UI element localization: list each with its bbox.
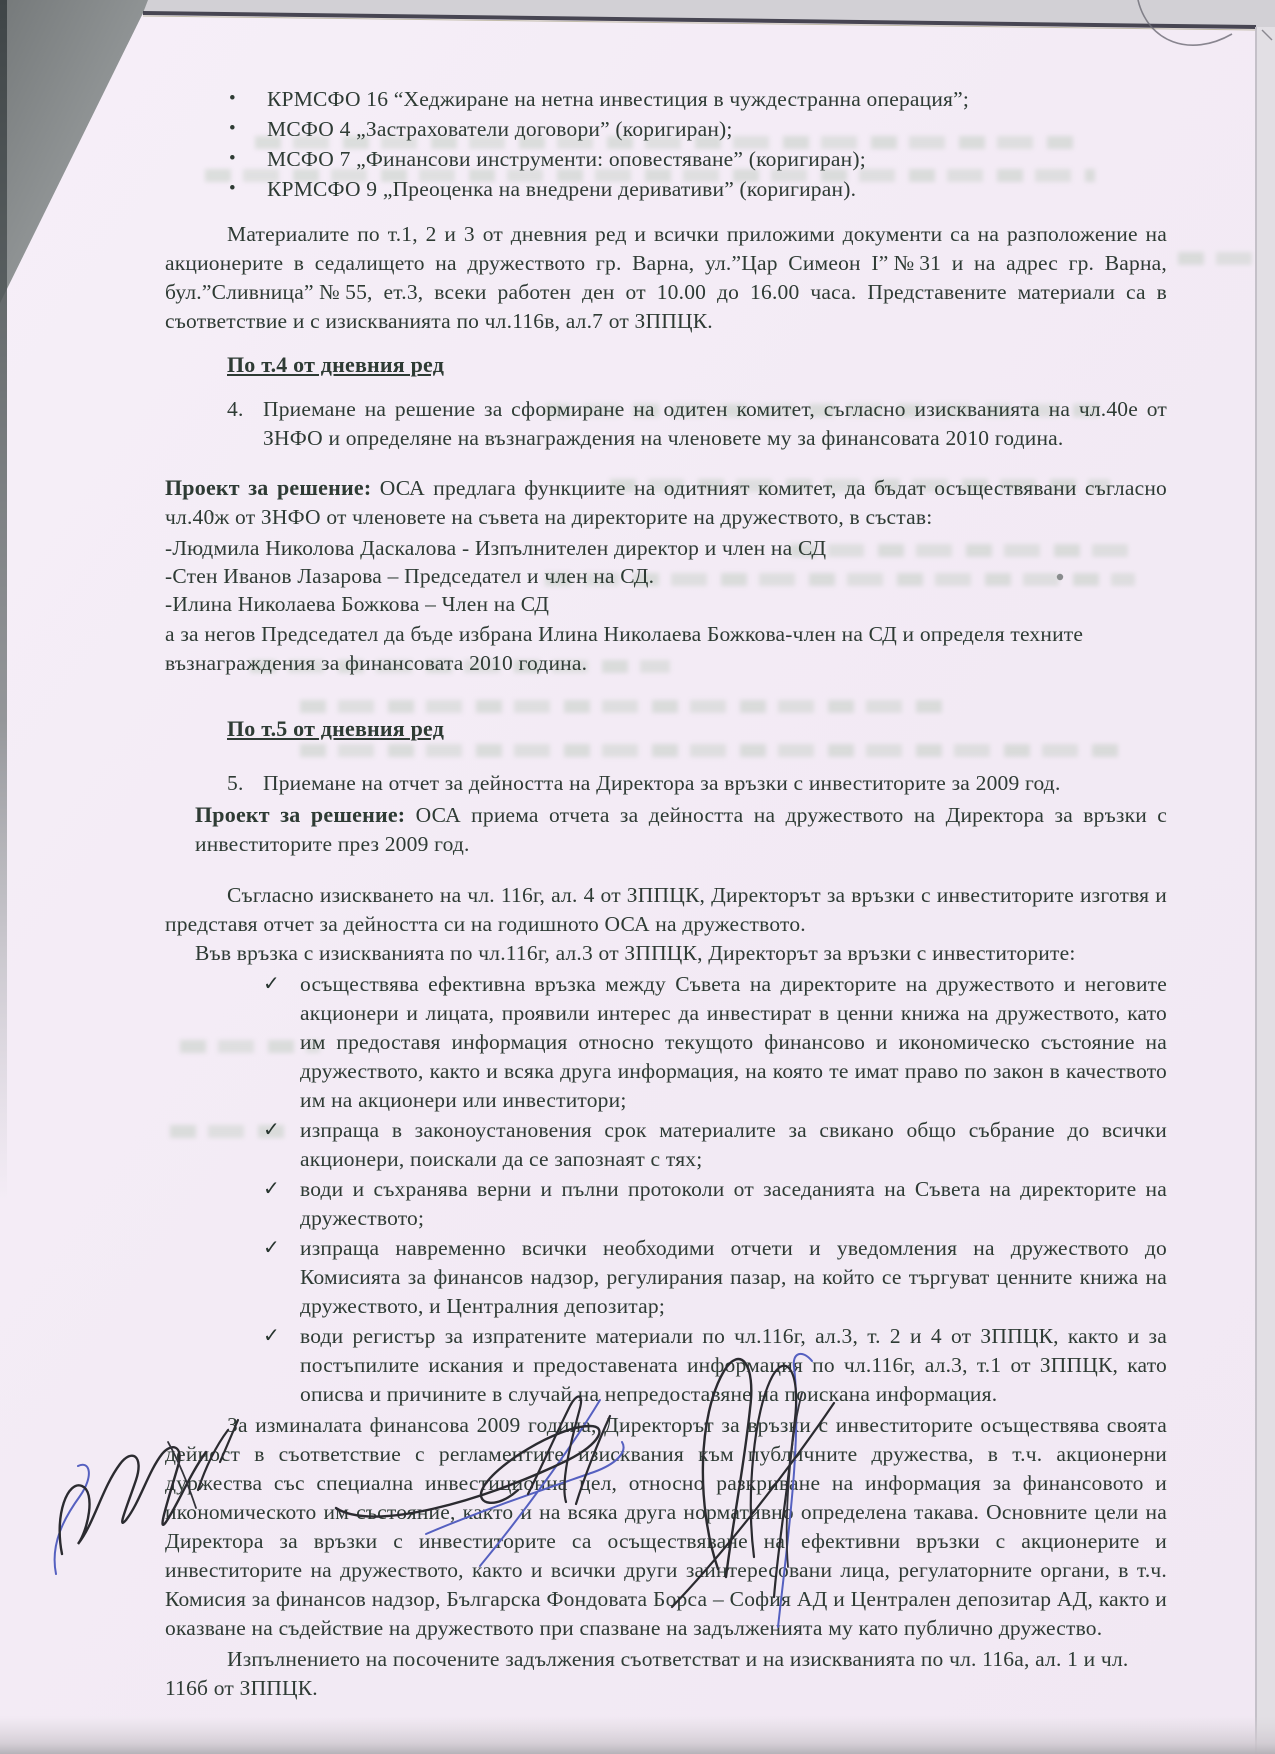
agenda-item-5 — [227, 769, 1167, 798]
decision-text: ОСА приема отчета за дейността на дружеството на Директора за връзки с инвеститорите през 2009 год. — [195, 803, 1167, 856]
list-item — [229, 174, 1167, 204]
director-duties-checklist — [165, 970, 1167, 1409]
list-item — [229, 84, 1167, 114]
section-5-heading: По т.5 от дневния ред — [227, 716, 445, 741]
agenda-item-number: 5. — [227, 771, 244, 795]
checklist-item — [165, 1116, 1167, 1174]
checklist-item — [165, 1175, 1167, 1233]
handwritten-signature-right — [660, 1345, 855, 1635]
checklist-text: изпраща в законоустановения срок материалите за свикано общо събрание до всички акционери, поискали да се запознаят с тях; — [300, 1118, 1167, 1171]
bullet-icon: • — [229, 148, 236, 169]
member-line: -Стен Иванов Лазарова – Председател и член на СД. — [165, 564, 655, 588]
section-4-heading: По т.4 от дневния ред — [227, 352, 445, 377]
check-icon: ✓ — [263, 1325, 280, 1347]
section-4-closing: а за негов Председател да бъде избрана Илина Николаева Божкова-член на СД и определя техните възнаграждения за финансовата 2010 година. — [165, 622, 1084, 675]
bullet-text: КРМСФО 16 “Хеджиране на нетна инвестиция в чуждестранна операция”; — [267, 87, 970, 111]
bleed-line — [1178, 252, 1260, 265]
bullet-text: МСФО 4 „Застрахователи договори” (коригиран); — [267, 117, 733, 141]
checklist-text: води и съхранява верни и пълни протоколи от заседанията на Съвета на директорите на дружеството; — [300, 1177, 1167, 1230]
checklist-item — [165, 1234, 1167, 1321]
checklist-text: води регистър за изпратените материали по чл.116г, ал.3, т. 2 и 4 от ЗППЦК, както и за постъпилите искания и предоставената информация по чл.116г, ал.3, т.1 от ЗППЦК, като описва и причините в случай на непредоставяне на поискана информация. — [300, 1324, 1167, 1406]
bullet-icon: • — [229, 178, 236, 199]
checklist-text: осъществява ефективна връзка между Съвета на директорите на дружеството и неговите акционери и лицата, проявили интерес да инвестират в ценни книжа на дружеството, като им предоставя информация относно текущото финансово и икономическо състояние на дружеството, както и всяка друга информация, на която те имат право по закон в качеството им на акционери или инвеститори; — [300, 972, 1167, 1112]
decision-4-paragraph — [165, 473, 1167, 532]
handwritten-signature-left — [48, 1402, 258, 1582]
list-item — [229, 144, 1167, 174]
checklist-text: изпраща навременно всички необходими отчети и уведомления на дружеството до Комисията за финансов надзор, регулирания пазар, на който се търгуват ценните книжа на дружеството, и Централния депозитар; — [300, 1236, 1167, 1318]
agenda-item-text: Приемане на отчет за дейността на Директора за връзки с инвеститорите за 2009 год. — [263, 771, 1061, 795]
activity-paragraph: За изминалата финансова 2009 година, Директорът за връзки с инвеститорите осъществява своята дейност в съответствие с регламентите изисквания към публичните дружества, в т.ч. акционерни дуржества със специална инвестиционна цел, относно разкриване на информация за финансовото и икономическото им състояние, както и на всяка друга нормативно определена такава. Основните цели на Директора за връзки с инвеститорите са осъществяване на ефективни връзки с акционерите и инвеститорите на дружеството, както и всички други заинтересовани лица, регулаторните органи, в т.ч. Комисия за финансов надзор, Българска Фондовата Борса – София АД и Централен депозитар АД, както и оказване на съдействие на дружеството при спазване на задълженията му като публично дружество. — [165, 1413, 1167, 1640]
agenda-item-number: 4. — [227, 397, 244, 421]
bullet-text: КРМСФО 9 „Преоценка на внедрени деривативи” (коригиран). — [267, 177, 857, 201]
member-line: -Людмила Николова Даскалова - Изпълнителен директор и член на СД — [165, 536, 827, 560]
bullet-icon: • — [229, 88, 236, 109]
requirement-paragraph: Съгласно изискването на чл. 116г, ал. 4 от ЗППЦК, Директорът за връзки с инвеститорите изготвя и представя отчет за дейността си на годишното ОСА на дружеството. — [165, 883, 1167, 936]
check-icon: ✓ — [263, 973, 280, 995]
check-icon: ✓ — [263, 1119, 280, 1141]
decision-label: Проект за решение: — [195, 802, 406, 827]
decision-5-paragraph — [195, 800, 1167, 859]
decision-text: ОСА предлага функциите на одитният комитет, да бъдат осъществявани съгласно чл.40ж от ЗНФО от членовете на съвета на директорите на дружеството, в състав: — [165, 476, 1167, 529]
member-line: -Илина Николаева Божкова – Член на СД — [165, 592, 550, 616]
handwritten-signature-center — [330, 1382, 650, 1572]
decision-label: Проект за решение: — [165, 475, 372, 500]
agenda-item-4 — [227, 395, 1167, 453]
board-members-list — [165, 534, 1167, 618]
check-icon: ✓ — [263, 1178, 280, 1200]
standards-bullet-list — [229, 84, 1167, 204]
check-icon: ✓ — [263, 1237, 280, 1259]
list-item — [229, 114, 1167, 144]
materials-paragraph: Материалите по т.1, 2 и 3 от дневния ред и всички приложими документи са на разположение на акционерите в седалището на дружеството гр. Варна, ул.”Цар Симеон I”№31 и на адрес гр. Варна, бул.”Сливница”№55, ет.3, всеки работен ден от 10.00 до 16.00 часа. Представените материали са в съответствие и с изискванията по чл.116в, ал.7 от ЗППЦК. — [165, 222, 1167, 333]
compliance-paragraph: Изпълнението на посочените задължения съответстват и на изискванията по чл. 116а, ал. 1 и чл. 116б от ЗППЦК. — [165, 1647, 1129, 1700]
bullet-icon: • — [229, 118, 236, 139]
bullet-text: МСФО 7 „Финансови инструменти: оповестяване” (коригиран); — [267, 147, 866, 171]
connection-paragraph: Във връзка с изискванията по чл.116г, ал.3 от ЗППЦК, Директорът за връзки с инвеститорите: — [195, 941, 1076, 965]
checklist-item — [165, 970, 1167, 1115]
agenda-item-text: Приемане на решение за сформиране на одитен комитет, съгласно изискванията на чл.40е от ЗНФО и определяне на възнаграждения на членовете му за финансовата 2010 година. — [263, 397, 1167, 450]
